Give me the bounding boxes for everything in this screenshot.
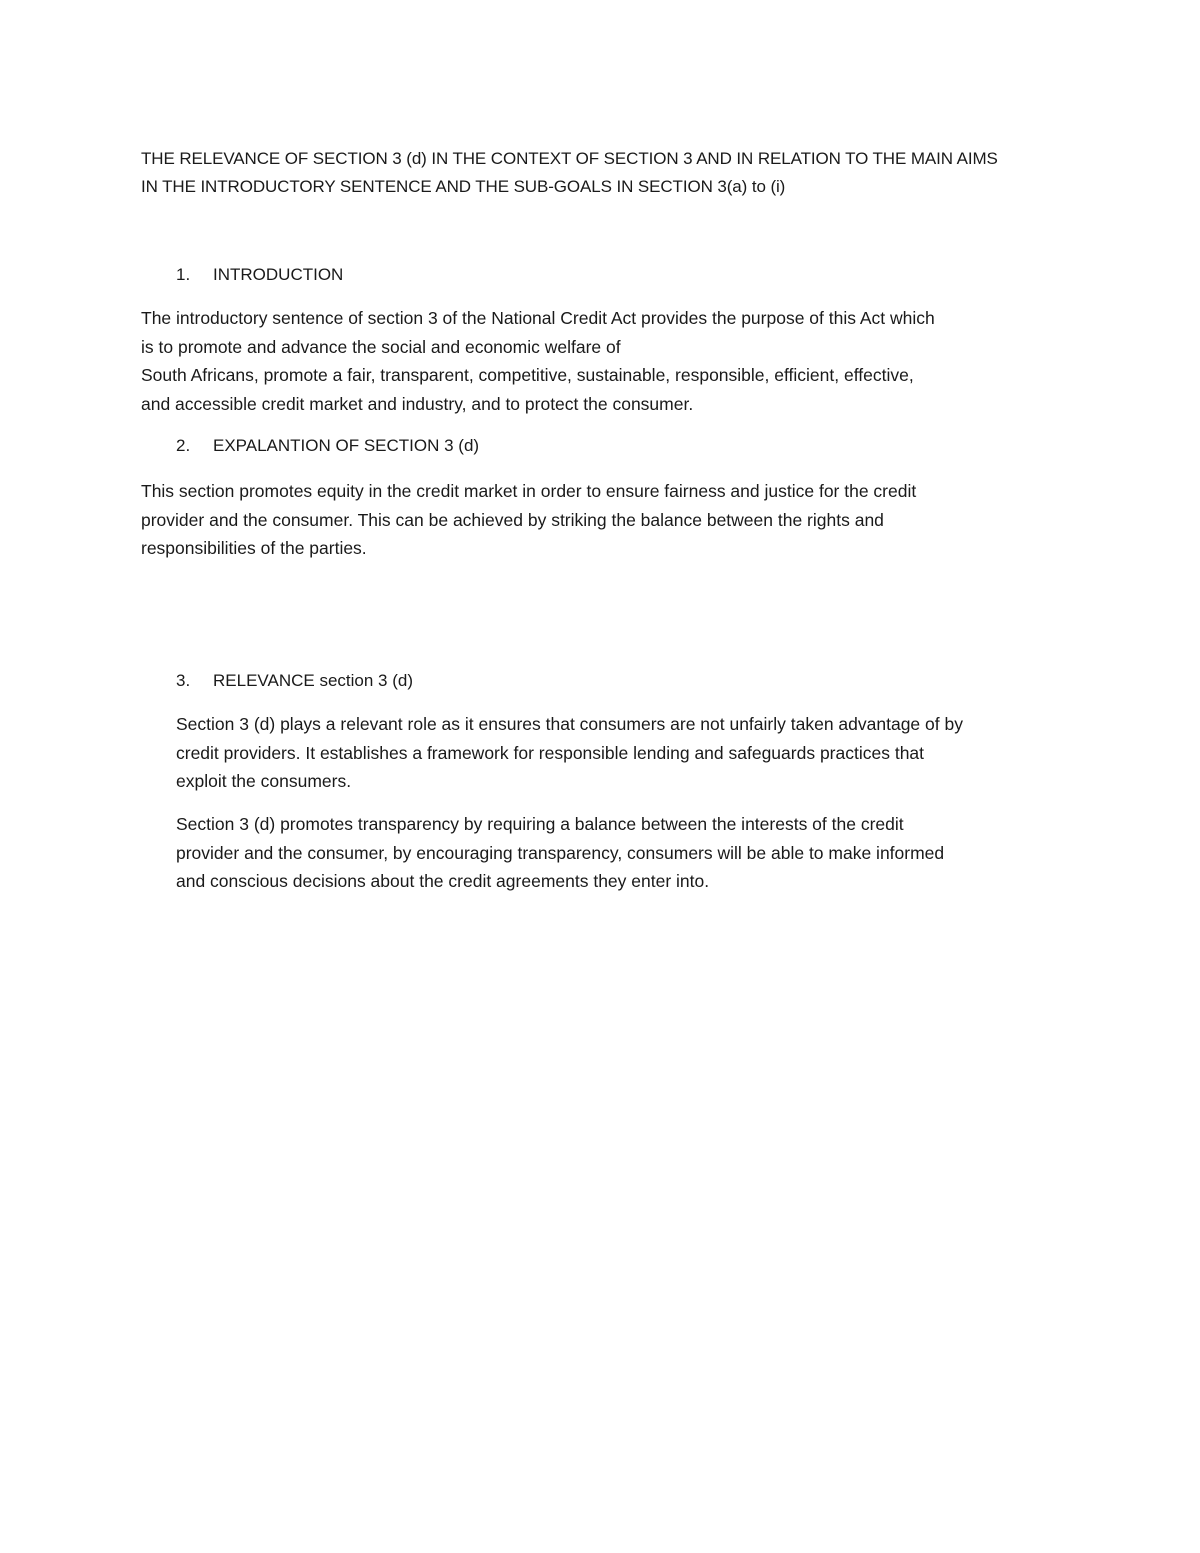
section-heading-relevance (176, 667, 413, 695)
title-line: THE RELEVANCE OF SECTION 3 (d) IN THE CONTEXT OF SECTION 3 AND IN RELATION TO THE MAIN AIMS (141, 149, 998, 168)
section-heading-text: EXPALANTION OF SECTION 3 (d) (213, 436, 480, 455)
paragraph-line: South Africans, promote a fair, transparent, competitive, sustainable, responsible, efficient, effective, (141, 365, 914, 385)
paragraph-line: Section 3 (d) plays a relevant role as it ensures that consumers are not unfairly taken advantage of by (176, 714, 963, 734)
section-heading-text: INTRODUCTION (213, 265, 344, 284)
section-heading-explanation (176, 432, 479, 460)
section-heading-introduction (176, 261, 343, 289)
section-number: 3. (176, 671, 191, 690)
paragraph-line: exploit the consumers. (176, 771, 352, 791)
paragraph-line: and accessible credit market and industry, and to protect the consumer. (141, 393, 694, 414)
explanation-paragraph (141, 477, 1101, 563)
paragraph-line: credit providers. It establishes a framework for responsible lending and safeguards practices that (176, 742, 925, 763)
paragraph-line: provider and the consumer, by encouraging transparency, consumers will be able to make informed (176, 842, 945, 863)
relevance-paragraph-1 (176, 710, 1136, 796)
section-heading-text: RELEVANCE section 3 (d) (213, 671, 413, 690)
paragraph-line: The introductory sentence of section 3 of the National Credit Act provides the purpose of this Act which (141, 308, 935, 328)
relevance-paragraph-2 (176, 810, 1136, 896)
paragraph-line: This section promotes equity in the credit market in order to ensure fairness and justice for the credit (141, 481, 917, 501)
paragraph-line: is to promote and advance the social and economic welfare of (141, 336, 621, 357)
document-title (141, 145, 1071, 201)
paragraph-line: provider and the consumer. This can be achieved by striking the balance between the rights and (141, 509, 884, 530)
title-line: IN THE INTRODUCTORY SENTENCE AND THE SUB-GOALS IN SECTION 3(a) to (i) (141, 177, 786, 196)
introduction-paragraph (141, 304, 1101, 418)
section-number: 1. (176, 265, 191, 284)
paragraph-line: and conscious decisions about the credit agreements they enter into. (176, 871, 710, 891)
paragraph-line: Section 3 (d) promotes transparency by requiring a balance between the interests of the credit (176, 814, 904, 834)
paragraph-line: responsibilities of the parties. (141, 538, 367, 558)
section-number: 2. (176, 436, 191, 455)
